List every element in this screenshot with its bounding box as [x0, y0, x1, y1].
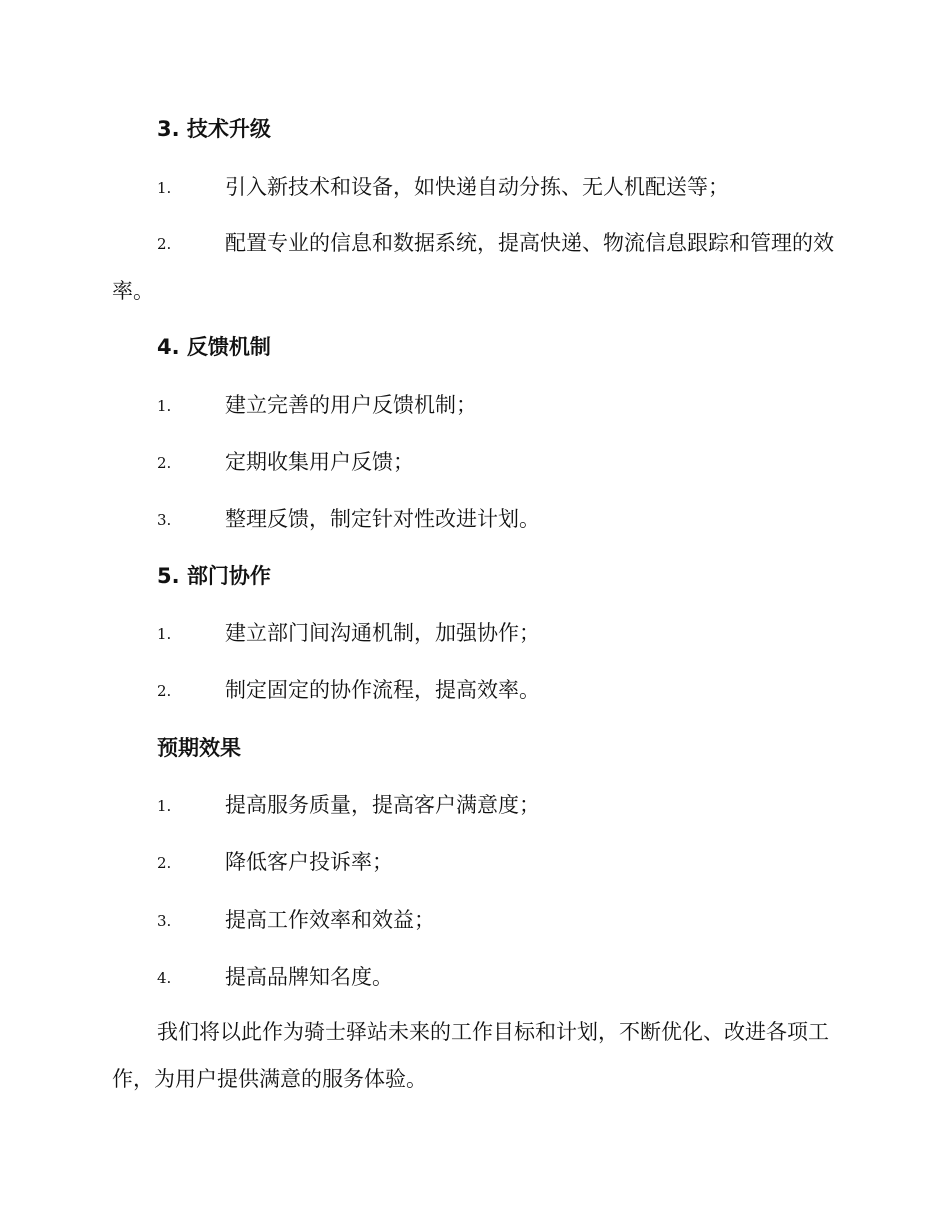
list-item-number: 3.: [157, 912, 172, 930]
list-item-number: 2.: [157, 682, 172, 700]
list-item-text: 建立部门间沟通机制，加强协作；: [225, 621, 540, 645]
list-item-text: 配置专业的信息和数据系统，提高快递、物流信息跟踪和管理的效率。: [112, 231, 834, 303]
list-item-text: 定期收集用户反馈；: [225, 450, 414, 474]
section-heading-collaboration: 5. 部门协作: [157, 564, 271, 588]
list-item-text: 建立完善的用户反馈机制；: [225, 393, 477, 417]
section-heading-tech-upgrade: 3. 技术升级: [157, 117, 271, 141]
list-item-number: 2.: [157, 854, 172, 872]
list-item-number: 1.: [157, 179, 172, 197]
section-heading-expected-results: 预期效果: [157, 736, 241, 760]
list-item-number: 1.: [157, 625, 172, 643]
list-item-number: 4.: [157, 969, 172, 987]
list-item-number: 1.: [157, 397, 172, 415]
list-item-number: 3.: [157, 511, 172, 529]
list-item-number: 2.: [157, 235, 172, 253]
list-item-text: 整理反馈，制定针对性改进计划。: [225, 507, 540, 531]
list-item-text: 提高服务质量，提高客户满意度；: [225, 793, 540, 817]
list-item-number: 2.: [157, 454, 172, 472]
list-item-text: 制定固定的协作流程，提高效率。: [225, 678, 540, 702]
list-item-text: 提高品牌知名度。: [225, 965, 393, 989]
list-item: [112, 220, 842, 315]
closing-paragraph: 我们将以此作为骑士驿站未来的工作目标和计划，不断优化、改进各项工作，为用户提供满意的服务体验。: [112, 1020, 829, 1091]
list-item-number: 1.: [157, 797, 172, 815]
list-item-text: 提高工作效率和效益；: [225, 908, 435, 932]
list-item-text: 降低客户投诉率；: [225, 850, 393, 874]
section-heading-feedback: 4. 反馈机制: [157, 335, 271, 359]
list-item-text: 引入新技术和设备，如快递自动分拣、无人机配送等；: [225, 175, 729, 199]
